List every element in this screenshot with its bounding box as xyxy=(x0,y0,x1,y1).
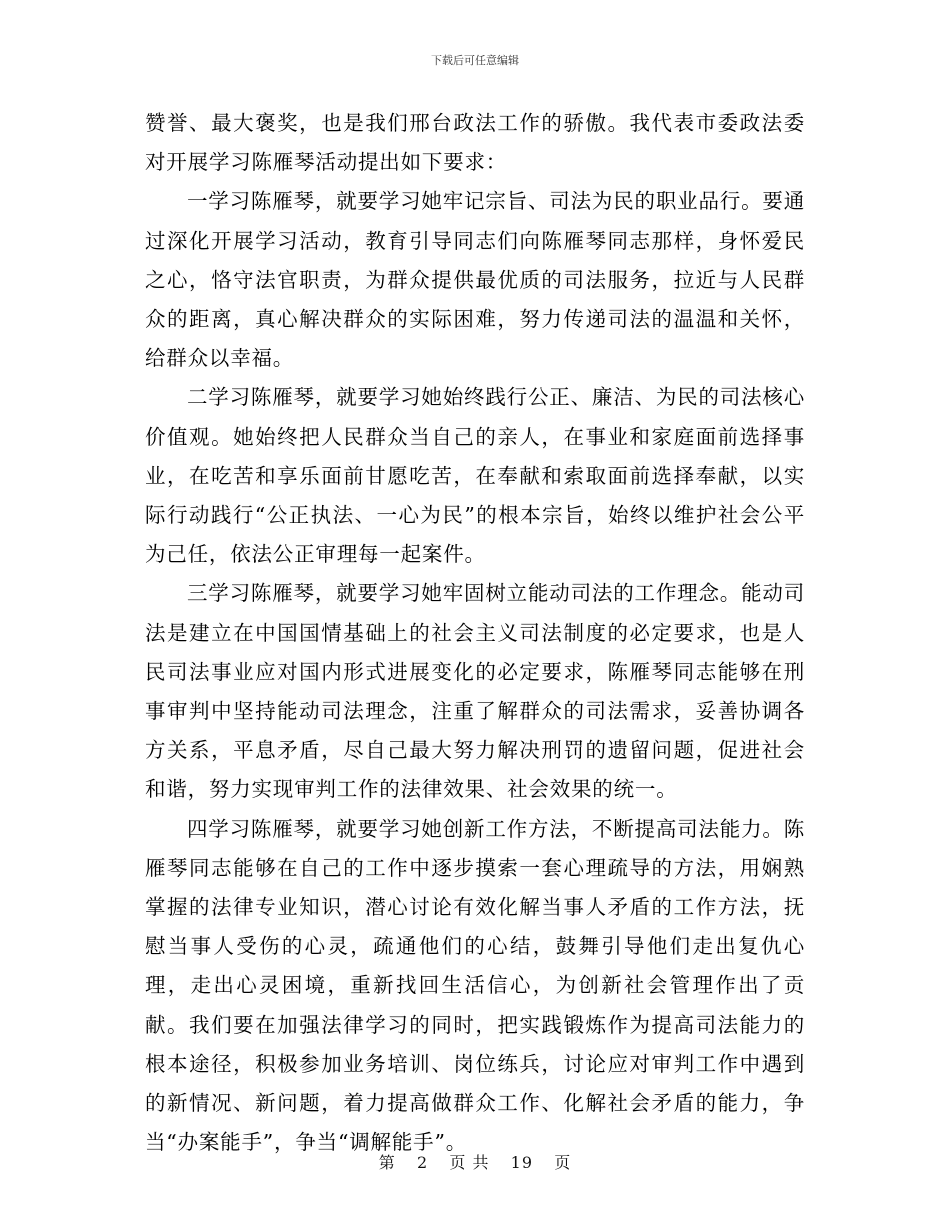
paragraph-continuation: 赞誉、最大褒奖，也是我们邢台政法工作的骄傲。我代表市委政法委对开展学习陈雁琴活动提出如下要求： xyxy=(145,111,805,175)
page-total: 19 xyxy=(510,1153,533,1172)
page-prefix: 第 xyxy=(378,1153,396,1172)
page-header xyxy=(0,54,950,68)
paragraph-requirement-2: 二学习陈雁琴，就要学习她始终践行公正、廉洁、为民的司法核心价值观。她始终把人民群众当自己的亲人，在事业和家庭面前选择事业，在吃苦和享乐面前甘愿吃苦，在奉献和索取面前选择奉献，以实际行动践行“公正执法、一心为民”的根本宗旨，始终以维护社会公平为己任，依法公正审理每一起案件。 xyxy=(145,385,805,567)
page-suffix: 页 xyxy=(554,1153,572,1172)
page-footer xyxy=(0,1153,950,1173)
paragraph-requirement-4: 四学习陈雁琴，就要学习她创新工作方法，不断提高司法能力。陈雁琴同志能够在自己的工作中逐步摸索一套心理疏导的方法，用娴熟掌握的法律专业知识，潜心讨论有效化解当事人矛盾的工作方法，抚慰当事人受伤的心灵，疏通他们的心结，鼓舞引导他们走出复仇心理，走出心灵困境，重新找回生活信心，为创新社会管理作出了贡献。我们要在加强法律学习的同时，把实践锻炼作为提高司法能力的根本途径，积极参加业务培训、岗位练兵，讨论应对审判工作中遇到的新情况、新问题，着力提高做群众工作、化解社会矛盾的能力，争当“办案能手”，争当“调解能手”。 xyxy=(145,816,805,1155)
header-note: 下载后可任意编辑 xyxy=(431,54,519,67)
page-number: 2 xyxy=(416,1153,429,1172)
paragraph-requirement-3: 三学习陈雁琴，就要学习她牢固树立能动司法的工作理念。能动司法是建立在中国国情基础上的社会主义司法制度的必定要求，也是人民司法事业应对国内形式进展变化的必定要求，陈雁琴同志能够在刑事审判中坚持能动司法理念，注重了解群众的司法需求，妥善协调各方关系，平息矛盾，尽自己最大努力解决刑罚的遗留问题，促进社会和谐，努力实现审判工作的法律效果、社会效果的统一。 xyxy=(145,581,805,802)
document-body xyxy=(145,104,805,1162)
paragraph-requirement-1: 一学习陈雁琴，就要学习她牢记宗旨、司法为民的职业品行。要通过深化开展学习活动，教育引导同志们向陈雁琴同志那样，身怀爱民之心，恪守法官职责，为群众提供最优质的司法服务，拉近与人民群众的距离，真心解决群众的实际困难，努力传递司法的温温和关怀，给群众以幸福。 xyxy=(145,189,805,371)
page-middle: 页 共 xyxy=(449,1153,490,1172)
